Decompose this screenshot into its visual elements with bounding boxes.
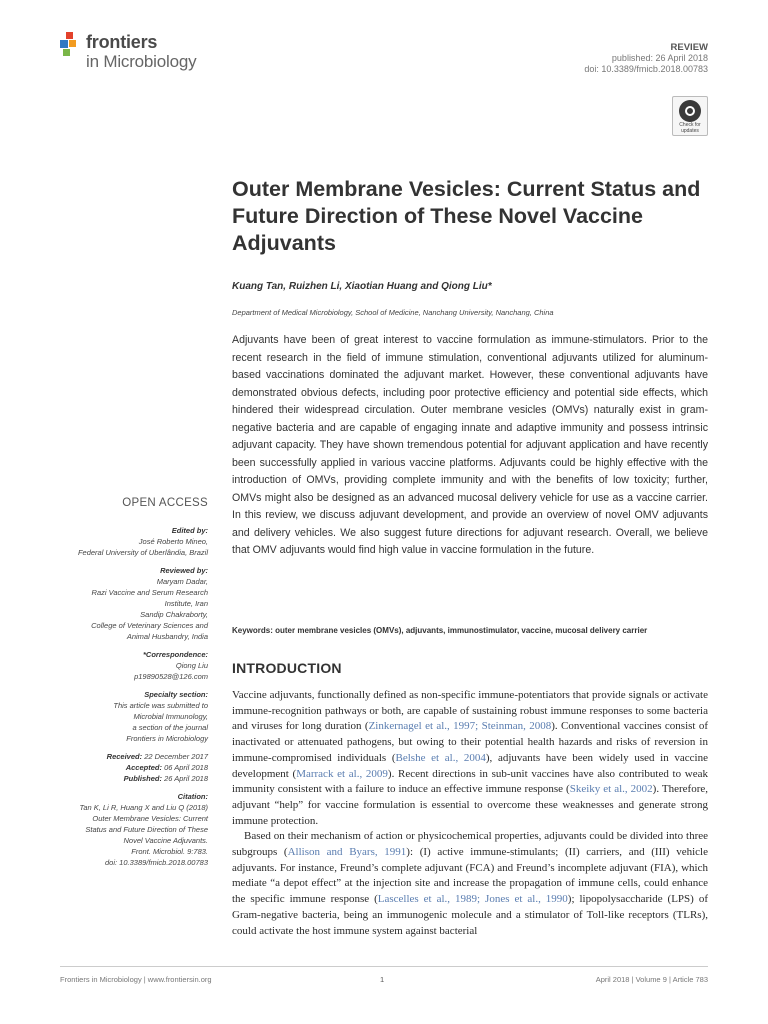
received-label: Received: <box>106 752 143 761</box>
journal-logo[interactable] <box>60 32 220 82</box>
citation-text: Tan K, Li R, Huang X and Liu Q (2018) <box>79 803 208 812</box>
correspondence-block <box>60 649 208 682</box>
page-number: 1 <box>380 975 385 984</box>
text-run: ). Conventional vaccines consist of inactivated or attenuated pathogens, but owing to their potential health hazards and risks of reversion in immune-compromised individuals ( <box>232 720 708 764</box>
citation-doi[interactable]: doi: 10.3389/fmicb.2018.00783 <box>105 858 208 867</box>
footer-issue: April 2018 | Volume 9 | Article 783 <box>595 975 708 984</box>
reviewer-affiliation: Animal Husbandry, India <box>126 632 208 641</box>
affiliation: Department of Medical Microbiology, School of Medicine, Nanchang University, Nanchang, China <box>232 308 554 317</box>
footer-journal[interactable]: Frontiers in Microbiology | www.frontiersin.org <box>60 975 212 984</box>
text-run: Vaccine adjuvants, functionally defined as non-specific immune-potentiators that provide signals or activate immune-recognition pathways or both, are capable of sustaining robust immune responses to some bacteria and viruses for long duration ( <box>232 689 708 733</box>
reviewed-by-block <box>60 565 208 642</box>
journal-name-line2: in Microbiology <box>86 52 197 71</box>
corresponding-author: Qiong Liu <box>175 661 208 670</box>
text-run: ), adjuvants have been widely used in vaccine development ( <box>232 751 708 780</box>
journal-name-line1: frontiers <box>86 32 158 52</box>
text-run: ): (I) active immune-stimulants; (II) carriers, and (III) vehicle adjuvants. For instance, Freund’s complete adjuvant (FCA) and Freund’s incomplete adjuvant (FIA), which mediate “a depot effect” at the injection site and increase the propagation of immune cells, could enhance the specific immune response ( <box>232 846 708 906</box>
specialty-text: Microbial Immunology, <box>133 712 208 721</box>
badge-text-1: Check for <box>679 122 701 128</box>
received-value: 22 December 2017 <box>144 752 208 761</box>
citation-text: Status and Future Direction of These <box>85 825 208 834</box>
dates-block <box>60 751 208 784</box>
article-type: REVIEW <box>670 42 708 53</box>
published-date: published: 26 April 2018 <box>611 53 708 63</box>
check-for-updates-badge[interactable] <box>672 96 708 136</box>
specialty-text: Frontiers in Microbiology <box>126 734 208 743</box>
text-run: ). Therefore, adjuvant “help” for vaccine formulation is essential to overcome these weaknesses and generate strong immune protection. <box>232 783 708 827</box>
citation-text: Novel Vaccine Adjuvants. <box>123 836 208 845</box>
text-run: ). Recent directions in sub-unit vaccines have also contributed to weak immunity consistent with a failure to induce an effective immune response ( <box>232 767 709 796</box>
reviewer-affiliation: Razi Vaccine and Serum Research <box>91 588 208 597</box>
keywords: Keywords: outer membrane vesicles (OMVs), adjuvants, immunostimulator, vaccine, mucosal delivery carrier <box>232 626 648 635</box>
published-value: 26 April 2018 <box>164 774 208 783</box>
section-heading-introduction: INTRODUCTION <box>232 660 342 676</box>
published-label: Published: <box>123 774 162 783</box>
specialty-heading: Specialty section: <box>144 690 208 699</box>
footer-divider <box>60 966 708 967</box>
correspondence-heading: *Correspondence: <box>142 650 208 659</box>
citation-link[interactable]: Zinkernagel et al., 1997; Steinman, 2008 <box>368 720 552 733</box>
frontiers-logo-icon <box>60 32 82 58</box>
edited-by-heading: Edited by: <box>171 526 208 535</box>
editor-affiliation: Federal University of Uberlândia, Brazil <box>77 548 208 557</box>
badge-text-2: updates <box>681 127 699 134</box>
article-meta-header <box>584 42 708 75</box>
reviewer-name: Maryam Dadar, <box>156 577 208 586</box>
article-title: Outer Membrane Vesicles: Current Status and Future Direction of These Novel Vaccine Adjuvants <box>232 177 701 255</box>
edited-by-block <box>60 525 208 558</box>
citation-link[interactable]: Belshe et al., 2004 <box>395 751 486 764</box>
author-list[interactable]: Kuang Tan, Ruizhen Li, Xiaotian Huang and Qiong Liu* <box>232 281 492 292</box>
accepted-label: Accepted: <box>125 763 162 772</box>
specialty-section-block <box>60 689 208 744</box>
citation-link[interactable]: Marrack et al., 2009 <box>296 767 388 780</box>
specialty-text: This article was submitted to <box>113 701 208 710</box>
reviewer-name: Sandip Chakraborty, <box>140 610 208 619</box>
abstract: Adjuvants have been of great interest to vaccine formulation as immune-stimulators. Prior to the recent research in the field of immune stimulation, conventional adjuvants utilized for aluminum-based vaccinations dominated the adjuvant market. However, these conventional adjuvants have demonstrated obvious defects, including poor protective efficiency and potential side effects, which hindered their widespread circulation. Outer membrane vesicles (OMVs) naturally exist in gram-negative bacteria and are capable of engaging innate and adaptive immunity and possess intrinsic adjuvant capacity. They have shown tremendous potential for adjuvant application and have recently been successfully applied in various vaccine platforms. Adjuvants could be highly effective with the introduction of OMVs, providing complete immunity and with the benefits of low toxicity; further, OMVs might also be designed as an advanced mucosal delivery vehicle for use as a vaccine carrier. In this review, we discuss adjuvant development, and provide an overview of novel OMV adjuvants and delivery vehicles. We also suggest future directions for adjuvant research. Overall, we believe that OMV adjuvants would find high value in vaccine formulation in the future. <box>232 334 708 556</box>
published-date-sidebar <box>60 773 208 784</box>
reviewer-affiliation: Institute, Iran <box>164 599 208 608</box>
corresponding-email[interactable]: p19890528@126.com <box>134 672 208 681</box>
open-access-label: OPEN ACCESS <box>122 497 208 509</box>
reviewer-affiliation: College of Veterinary Sciences and <box>91 621 208 630</box>
citation-text: Front. Microbiol. 9:783. <box>131 847 208 856</box>
crossmark-icon <box>679 100 701 122</box>
citation-block <box>60 791 208 868</box>
received-date <box>60 751 208 762</box>
introduction-body <box>232 688 708 939</box>
citation-link[interactable]: Lascelles et al., 1989; Jones et al., 1990 <box>377 893 568 906</box>
specialty-text: a section of the journal <box>132 723 208 732</box>
citation-link[interactable]: Allison and Byars, 1991 <box>287 846 407 859</box>
intro-paragraph-2 <box>232 829 708 939</box>
article-doi[interactable]: doi: 10.3389/fmicb.2018.00783 <box>584 64 708 74</box>
citation-link[interactable]: Skeiky et al., 2002 <box>569 783 653 796</box>
text-run: ); lipopolysaccharide (LPS) of Gram-negative bacteria, being an immunogenic molecule and a stimulator of Toll-like receptors (TLRs), could activate the host immune system against bacterial <box>232 893 708 937</box>
accepted-date <box>60 762 208 773</box>
article-sidebar <box>60 498 208 875</box>
reviewed-by-heading: Reviewed by: <box>160 566 208 575</box>
editor-name: José Roberto Mineo, <box>138 537 208 546</box>
accepted-value: 06 April 2018 <box>164 763 208 772</box>
citation-heading: Citation: <box>177 792 208 801</box>
citation-text: Outer Membrane Vesicles: Current <box>92 814 208 823</box>
intro-paragraph-1 <box>232 688 708 829</box>
text-run: Based on their mechanism of action or physicochemical properties, adjuvants could be divided into three subgroups ( <box>232 830 708 859</box>
